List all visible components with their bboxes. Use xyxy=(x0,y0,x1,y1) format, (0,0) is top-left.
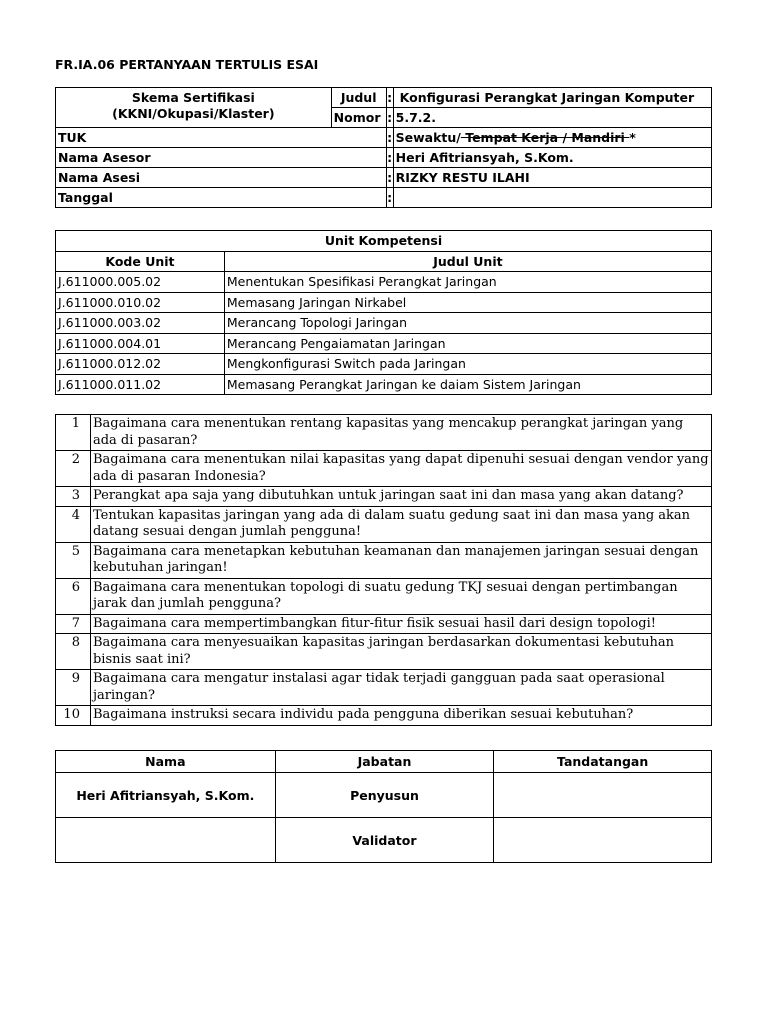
signature-row-penyusun xyxy=(56,773,712,818)
col-tandatangan: Tandatangan xyxy=(494,751,712,773)
signature-jabatan: Validator xyxy=(275,818,494,863)
tuk-value xyxy=(393,128,711,148)
question-number: 8 xyxy=(56,634,91,670)
skema-cell xyxy=(56,88,332,128)
col-nama: Nama xyxy=(56,751,276,773)
signature-nama xyxy=(56,818,276,863)
signature-row-validator xyxy=(56,818,712,863)
signature-table xyxy=(55,750,712,863)
asesor-colon: : xyxy=(386,148,393,168)
unit-judul: Merancang Topologi Jaringan xyxy=(224,313,711,334)
nomor-colon: : xyxy=(386,108,393,128)
tanggal-label: Tanggal xyxy=(56,188,387,208)
question-text: Perangkat apa saja yang dibutuhkan untuk jaringan saat ini dan masa yang akan datang? xyxy=(90,487,711,507)
table-row xyxy=(56,374,712,395)
unit-judul: Merancang Pengaiamatan Jaringan xyxy=(224,333,711,354)
asesor-label: Nama Asesor xyxy=(56,148,387,168)
table-row xyxy=(56,354,712,375)
unit-kompetensi-title: Unit Kompetensi xyxy=(56,231,712,252)
asesi-colon: : xyxy=(386,168,393,188)
asesor-value: Heri Afitriansyah, S.Kom. xyxy=(393,148,711,168)
unit-title-row xyxy=(56,231,712,252)
asesi-value: RIZKY RESTU ILAHI xyxy=(393,168,711,188)
question-text: Tentukan kapasitas jaringan yang ada di dalam suatu gedung saat ini dan masa yang akan datang sesuai dengan jumlah pengguna! xyxy=(90,506,711,542)
unit-judul: Memasang Perangkat Jaringan ke daiam Sistem Jaringan xyxy=(224,374,711,395)
form-title: FR.IA.06 PERTANYAAN TERTULIS ESAI xyxy=(55,57,319,72)
question-row xyxy=(56,578,712,614)
header-table xyxy=(55,87,712,208)
asesi-label: Nama Asesi xyxy=(56,168,387,188)
tanggal-colon: : xyxy=(386,188,393,208)
header-row-asesi xyxy=(56,168,712,188)
tanggal-value xyxy=(393,188,711,208)
table-row xyxy=(56,313,712,334)
question-text: Bagaimana cara mempertimbangkan fitur-fitur fisik sesuai hasil dari design topologi! xyxy=(90,614,711,634)
question-number: 10 xyxy=(56,706,91,726)
signature-jabatan: Penyusun xyxy=(275,773,494,818)
question-text: Bagaimana cara menentukan nilai kapasitas yang dapat dipenuhi sesuai dengan vendor yang ada di pasaran Indonesia? xyxy=(90,451,711,487)
tuk-colon: : xyxy=(386,128,393,148)
judul-value: Konfigurasi Perangkat Jaringan Komputer xyxy=(393,88,711,108)
question-text: Bagaimana cara mengatur instalasi agar tidak terjadi gangguan pada saat operasional jaringan? xyxy=(90,670,711,706)
table-row xyxy=(56,292,712,313)
signature-box xyxy=(494,773,712,818)
question-row xyxy=(56,670,712,706)
header-row-tuk xyxy=(56,128,712,148)
unit-header-row xyxy=(56,251,712,272)
unit-kode: J.611000.012.02 xyxy=(56,354,225,375)
question-text: Bagaimana cara menyesuaikan kapasitas jaringan berdasarkan dokumentasi kebutuhan bisnis saat ini? xyxy=(90,634,711,670)
table-row xyxy=(56,272,712,293)
col-judul-unit: Judul Unit xyxy=(224,251,711,272)
header-row-judul xyxy=(56,88,712,108)
header-row-tanggal xyxy=(56,188,712,208)
skema-line1: Skema Sertifikasi xyxy=(131,90,255,105)
col-kode-unit: Kode Unit xyxy=(56,251,225,272)
question-row xyxy=(56,542,712,578)
question-row xyxy=(56,706,712,726)
unit-kode: J.611000.011.02 xyxy=(56,374,225,395)
signature-nama: Heri Afitriansyah, S.Kom. xyxy=(56,773,276,818)
table-row xyxy=(56,333,712,354)
skema-line2: (KKNI/Okupasi/Klaster) xyxy=(112,106,275,121)
signature-header-row xyxy=(56,751,712,773)
question-number: 1 xyxy=(56,415,91,451)
question-number: 5 xyxy=(56,542,91,578)
unit-kode: J.611000.005.02 xyxy=(56,272,225,293)
question-number: 9 xyxy=(56,670,91,706)
judul-colon: : xyxy=(386,88,393,108)
unit-kode: J.611000.003.02 xyxy=(56,313,225,334)
unit-judul: Mengkonfigurasi Switch pada Jaringan xyxy=(224,354,711,375)
header-row-asesor xyxy=(56,148,712,168)
unit-kode: J.611000.004.01 xyxy=(56,333,225,354)
tuk-label: TUK xyxy=(56,128,387,148)
question-row xyxy=(56,487,712,507)
question-number: 2 xyxy=(56,451,91,487)
unit-kode: J.611000.010.02 xyxy=(56,292,225,313)
nomor-label: Nomor xyxy=(331,108,386,128)
unit-judul: Menentukan Spesifikasi Perangkat Jaringan xyxy=(224,272,711,293)
questions-table xyxy=(55,414,712,726)
question-row xyxy=(56,506,712,542)
tuk-value-star: * xyxy=(629,130,636,145)
tuk-value-plain: Sewaktu/ xyxy=(395,130,461,145)
question-text: Bagaimana cara menetapkan kebutuhan keamanan dan manajemen jaringan sesuai dengan kebutuhan jaringan! xyxy=(90,542,711,578)
unit-kompetensi-table xyxy=(55,230,712,395)
nomor-value: 5.7.2. xyxy=(393,108,711,128)
question-text: Bagaimana cara menentukan rentang kapasitas yang mencakup perangkat jaringan yang ada di pasaran? xyxy=(90,415,711,451)
tuk-value-struck: Tempat Kerja / Mandiri xyxy=(460,130,630,145)
question-row xyxy=(56,415,712,451)
question-text: Bagaimana instruksi secara individu pada pengguna diberikan sesuai kebutuhan? xyxy=(90,706,711,726)
question-text: Bagaimana cara menentukan topologi di suatu gedung TKJ sesuai dengan pertimbangan jarak dan jumlah pengguna? xyxy=(90,578,711,614)
judul-label: Judul xyxy=(331,88,386,108)
question-number: 7 xyxy=(56,614,91,634)
col-jabatan: Jabatan xyxy=(275,751,494,773)
question-number: 6 xyxy=(56,578,91,614)
unit-judul: Memasang Jaringan Nirkabel xyxy=(224,292,711,313)
signature-box xyxy=(494,818,712,863)
question-number: 4 xyxy=(56,506,91,542)
question-row xyxy=(56,614,712,634)
question-row xyxy=(56,451,712,487)
question-row xyxy=(56,634,712,670)
question-number: 3 xyxy=(56,487,91,507)
